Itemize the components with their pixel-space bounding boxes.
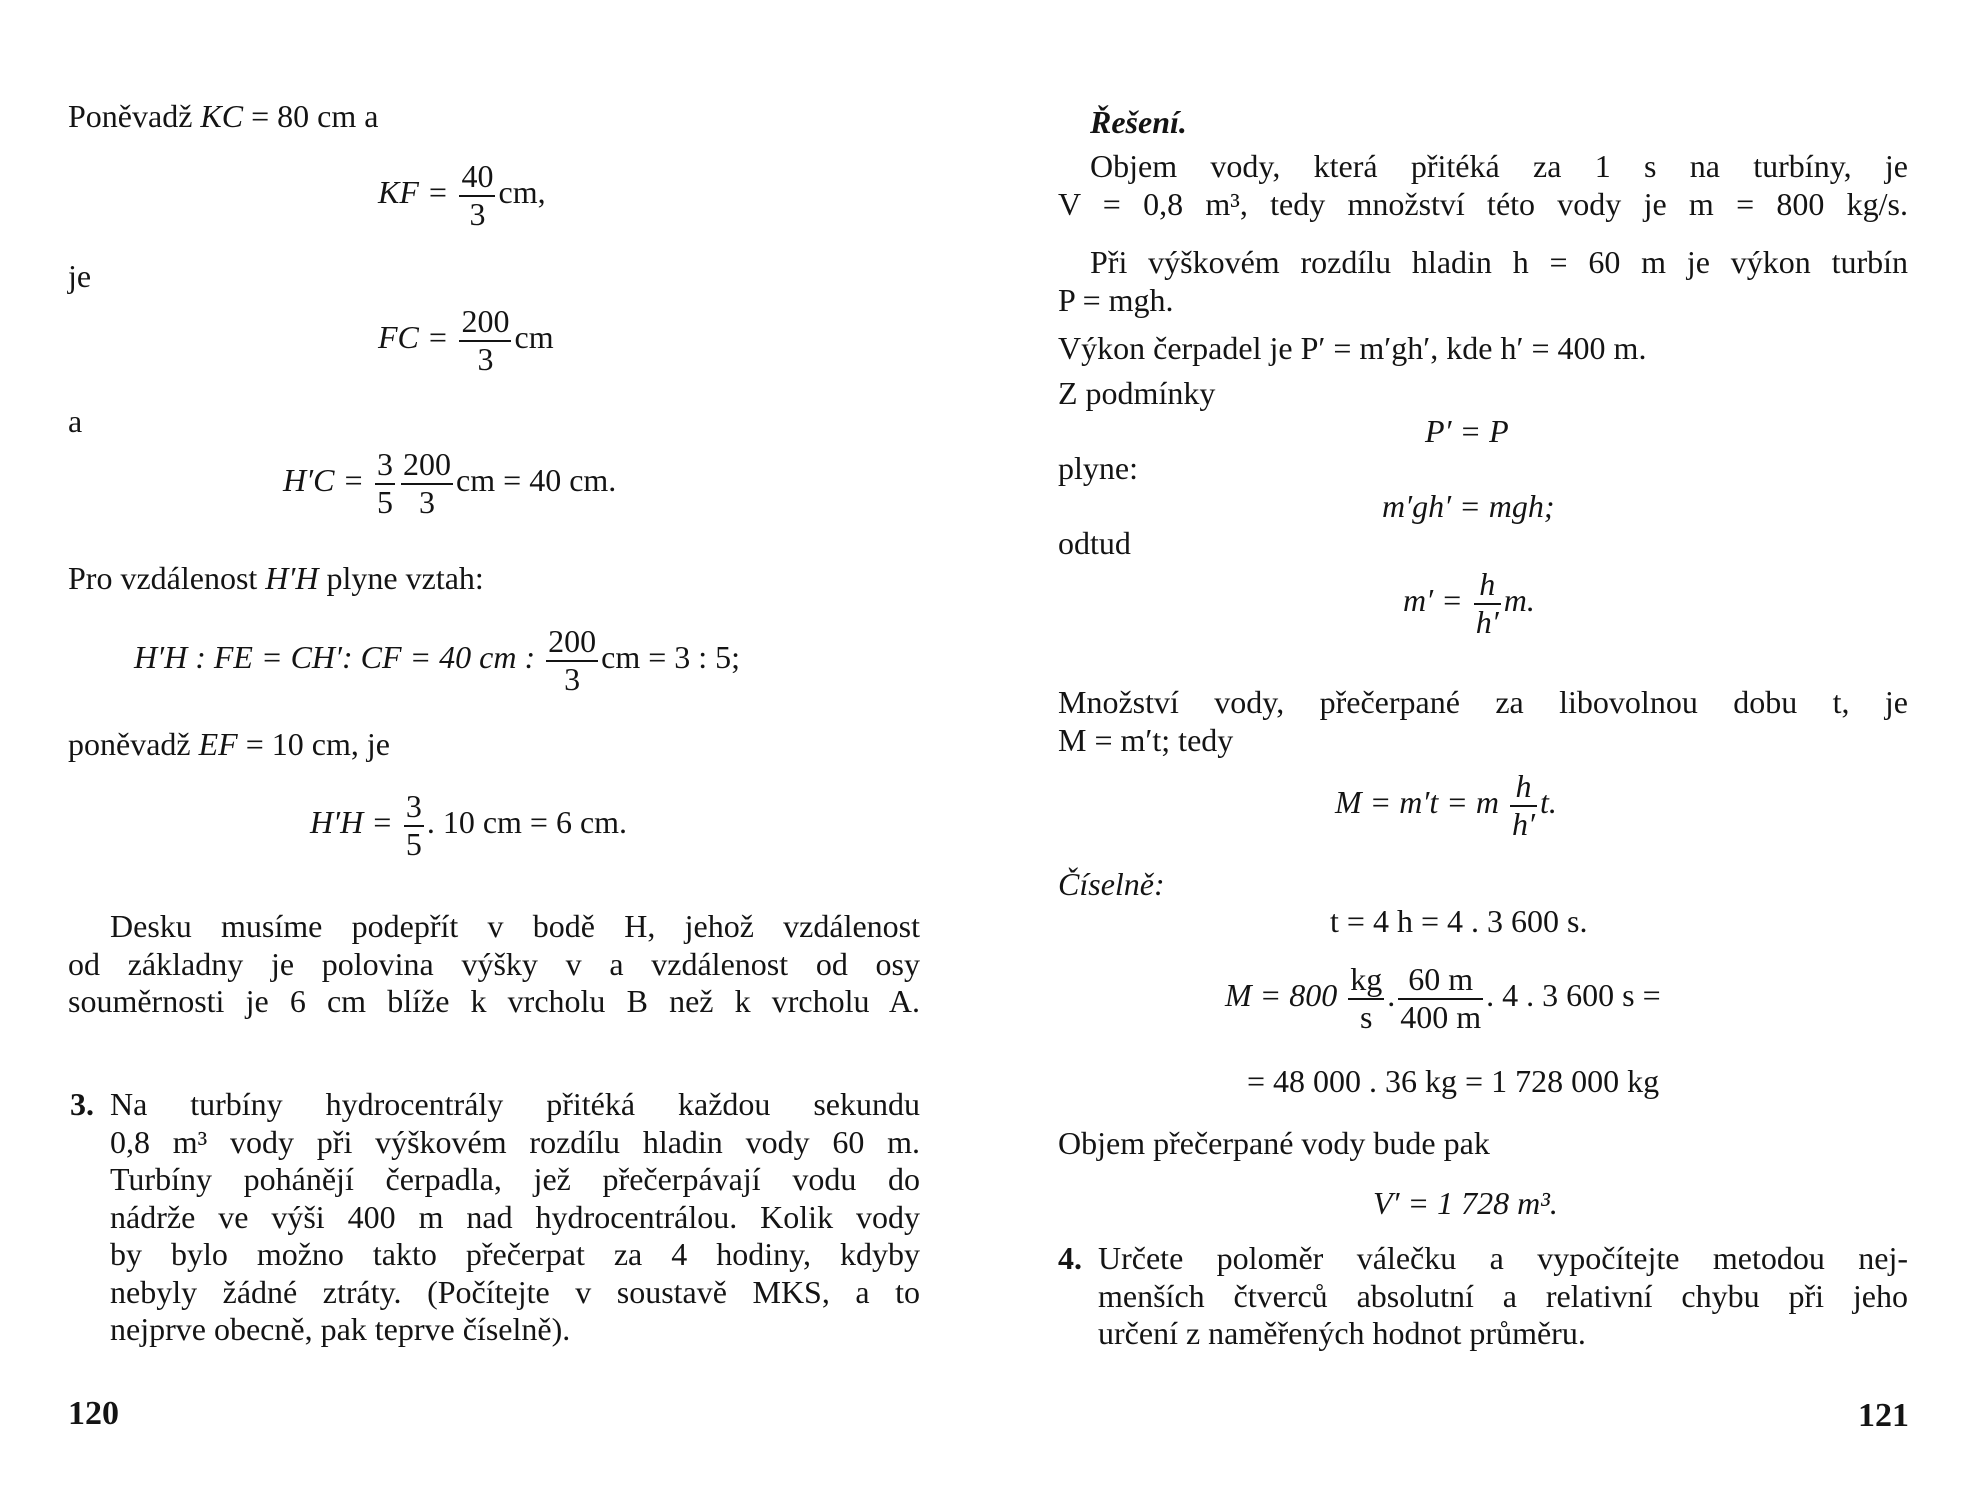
- numerator: 60 m: [1408, 961, 1474, 997]
- equation-M-numeric: [1225, 963, 1661, 1034]
- word-je: je: [68, 258, 92, 294]
- text-line: Objem vody, která přitéká za 1 s na turbíny, je: [1090, 148, 1908, 184]
- numerator: 200: [548, 623, 597, 659]
- right-page: [985, 0, 1970, 1500]
- text: = 10 cm, je: [237, 726, 390, 762]
- equation-ratio: [134, 625, 740, 696]
- text: = 80 cm a: [243, 98, 379, 134]
- numerator: 40: [461, 158, 494, 194]
- fraction: [375, 448, 395, 519]
- text-line: Při výškovém rozdílu hladin h = 60 m je výkon turbín: [1090, 244, 1908, 280]
- eq-rest: m.: [1503, 581, 1535, 618]
- text-line: Desku musíme podepřít v bodě H, jehož vzdálenost: [110, 908, 920, 944]
- line-distance: [68, 562, 484, 594]
- text-line: V = 0,8 m³, tedy množství této vody je m = 800 kg/s.: [1058, 185, 1908, 222]
- denominator: 400 m: [1400, 998, 1482, 1035]
- paragraph-support: [68, 908, 920, 1021]
- line-condition: Z podmínky: [1058, 375, 1216, 411]
- fraction: [459, 305, 511, 376]
- numerator: 200: [461, 303, 510, 339]
- equation-fc: [378, 305, 554, 376]
- text-line: Určete poloměr válečku a vypočítejte metodou nej-: [1098, 1240, 1908, 1276]
- fraction: [459, 160, 495, 231]
- equation-hh: [310, 790, 627, 861]
- eq-lhs: FC =: [378, 318, 449, 355]
- text-line: by bylo možno takto přečerpat za 4 hodiny, kdyby: [110, 1236, 920, 1272]
- text-line: nejprve obecně, pak teprve číselně).: [110, 1311, 571, 1347]
- denominator: h′: [1511, 805, 1535, 842]
- equation-volume: V′ = 1 728 m³.: [1373, 1185, 1558, 1221]
- denominator: s: [1348, 998, 1384, 1035]
- line-since-kc: [68, 100, 378, 132]
- page-number: 121: [1858, 1397, 1909, 1434]
- line-volume-pumped: Objem přečerpané vody bude pak: [1058, 1125, 1490, 1161]
- eq-lhs: m′ =: [1403, 581, 1463, 618]
- paragraph-volume: [1058, 148, 1908, 223]
- equation-M-result: = 48 000 . 36 kg = 1 728 000 kg: [1247, 1063, 1660, 1099]
- paragraph-amount: [1058, 684, 1908, 759]
- equation-power-equal: P′ = P: [1425, 413, 1509, 449]
- text: poněvadž: [68, 726, 199, 762]
- equation-mgh: m′gh′ = mgh;: [1382, 488, 1555, 524]
- var-ef: EF: [198, 726, 238, 762]
- fraction: [546, 625, 598, 696]
- line-pump-power: Výkon čerpadel je P′ = m′gh′, kde h′ = 400 m.: [1058, 330, 1647, 366]
- fraction: [401, 448, 453, 519]
- fraction: [1474, 568, 1501, 639]
- text-line: nebyly žádné ztráty. (Počítejte v soustavě MKS, a to: [110, 1273, 920, 1310]
- eq-rest: . 4 . 3 600 s =: [1486, 976, 1661, 1013]
- denominator: 3: [401, 483, 453, 520]
- text-line: P = mgh.: [1058, 281, 1174, 318]
- equation-hc: [283, 448, 616, 519]
- problem-number: 4.: [1058, 1240, 1082, 1276]
- fraction: [1398, 963, 1483, 1034]
- equation-time: t = 4 h = 4 . 3 600 s.: [1330, 903, 1588, 939]
- text-line: M = m′t; tedy: [1058, 721, 1234, 758]
- text-line: nádrže ve výši 400 m nad hydrocentrálou. Kolik vody: [110, 1198, 920, 1235]
- text-line: od základny je polovina výšky v a vzdálenost od osy: [68, 945, 920, 982]
- denominator: 5: [377, 483, 394, 520]
- problem-4: [1098, 1240, 1908, 1353]
- text-line: 0,8 m³ vody při výškovém rozdílu hladin vody 60 m.: [110, 1123, 920, 1160]
- page-number: 120: [68, 1395, 119, 1432]
- denominator: 3: [459, 340, 511, 377]
- denominator: 5: [405, 825, 422, 862]
- text-line: Turbíny pohánějí čerpadla, jež přečerpávají vodu do: [110, 1161, 920, 1197]
- numerator: 3: [405, 788, 422, 824]
- denominator: 3: [546, 660, 598, 697]
- eq-lhs: H′C =: [283, 461, 365, 498]
- eq-rest: cm = 3 : 5;: [601, 638, 741, 675]
- unit: cm: [514, 318, 554, 355]
- numerator: kg: [1350, 961, 1383, 997]
- word-odtud: odtud: [1058, 525, 1131, 561]
- eq-rest: t.: [1539, 783, 1557, 820]
- word-plyne: plyne:: [1058, 450, 1138, 486]
- denominator: 3: [459, 195, 495, 232]
- unit: cm,: [498, 173, 546, 210]
- heading-solution: Řešení.: [1090, 104, 1187, 140]
- eq-lhs: H′H =: [310, 803, 393, 840]
- paragraph-power: [1058, 244, 1908, 319]
- numerator: h: [1515, 768, 1532, 804]
- numerator: 200: [403, 446, 452, 482]
- dot: .: [1387, 976, 1396, 1013]
- text-line: Na turbíny hydrocentrály přitéká každou sekundu: [110, 1086, 920, 1122]
- heading-numerically: Číselně:: [1058, 866, 1165, 902]
- equation-M: [1335, 770, 1557, 841]
- text-line: souměrnosti je 6 cm blíže k vrcholu B než k vrcholu A.: [68, 983, 920, 1019]
- denominator: h′: [1475, 603, 1499, 640]
- problem-number: 3.: [70, 1086, 94, 1122]
- text-line: určení z naměřených hodnot průměru.: [1098, 1315, 1586, 1351]
- fraction: [1348, 963, 1384, 1034]
- text: Poněvadž: [68, 98, 201, 134]
- equation-m-prime: [1403, 568, 1535, 639]
- var-hh: H′H: [265, 560, 319, 596]
- text-line: Množství vody, přečerpané za libovolnou dobu t, je: [1058, 684, 1908, 720]
- word-a: a: [68, 403, 83, 439]
- eq-rest: cm = 40 cm.: [456, 461, 617, 498]
- eq-lhs: KF =: [378, 173, 449, 210]
- numerator: h: [1479, 566, 1496, 602]
- text: Pro vzdálenost: [68, 560, 266, 596]
- fraction: [1510, 770, 1537, 841]
- text: plyne vztah:: [318, 560, 484, 596]
- text-line: menších čtverců absolutní a relativní chybu při jeho: [1098, 1277, 1908, 1314]
- line-since-ef: [68, 728, 390, 760]
- eq-lhs: M = 800: [1225, 976, 1338, 1013]
- eq-lhs: M = m′t = m: [1335, 783, 1499, 820]
- problem-3: [110, 1086, 920, 1349]
- eq-lhs: H′H : FE = CH′: CF = 40 cm :: [134, 638, 536, 675]
- equation-kf: [378, 160, 546, 231]
- var-kc: KC: [200, 98, 244, 134]
- eq-rest: . 10 cm = 6 cm.: [426, 803, 628, 840]
- fraction: [404, 790, 424, 861]
- numerator: 3: [377, 446, 394, 482]
